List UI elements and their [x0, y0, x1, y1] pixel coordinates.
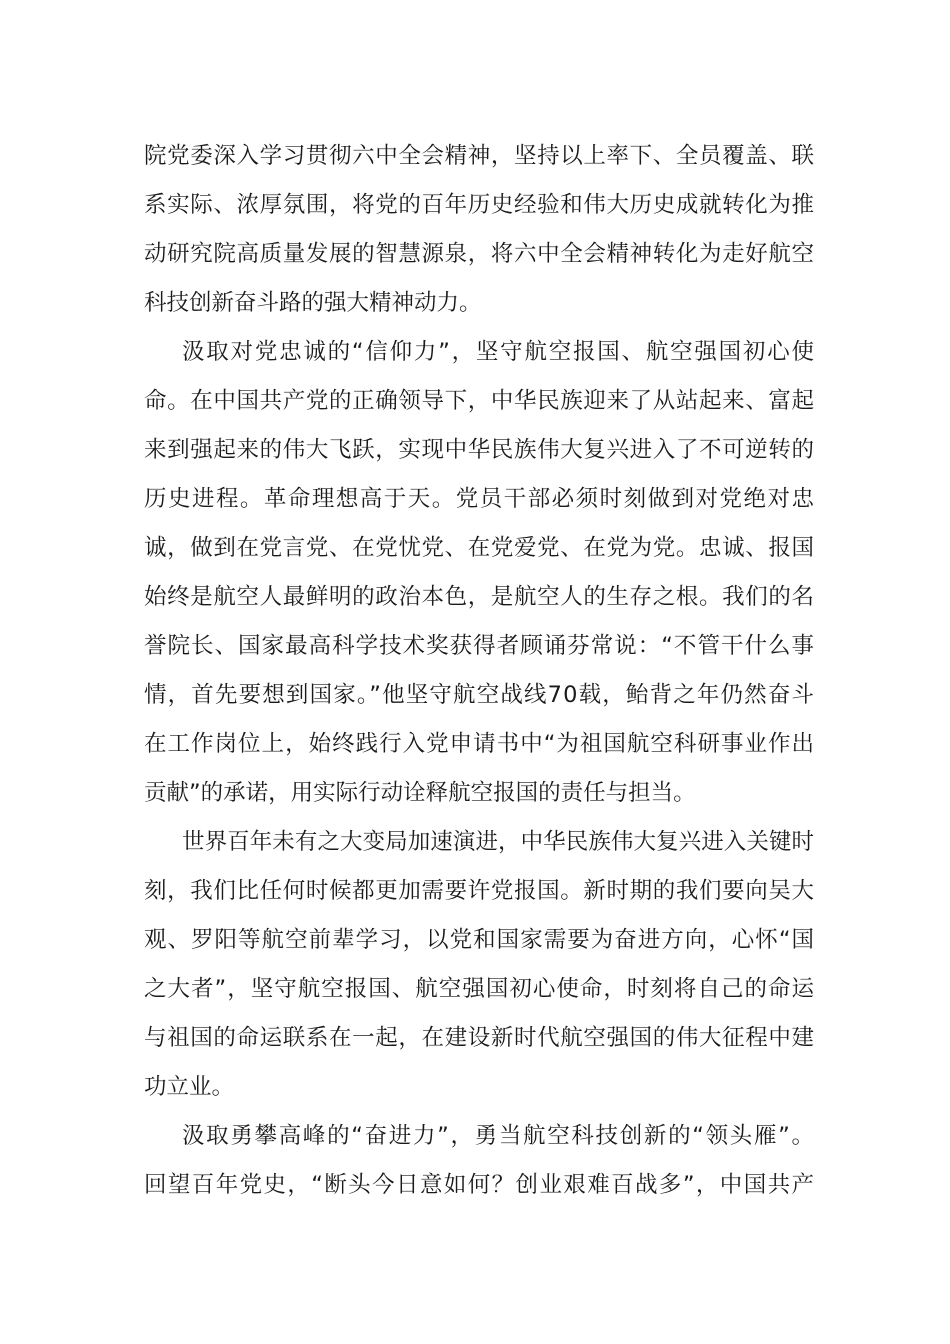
text-line: 誉院长、国家最高科学技术奖获得者顾诵芬常说：“不管干什么事: [144, 633, 815, 659]
text-line: 院党委深入学习贯彻六中全会精神，坚持以上率下、全员覆盖、联: [144, 143, 815, 169]
text-line: 汲取对党忠诚的“信仰力”，坚守航空报国、航空强国初心使: [182, 339, 816, 365]
text-line: 来到强起来的伟大飞跃，实现中华民族伟大复兴进入了不可逆转的: [144, 437, 815, 463]
text-line: 与祖国的命运联系在一起，在建设新时代航空强国的伟大征程中建: [144, 1025, 815, 1051]
document-body: [144, 132, 814, 1210]
text-line: 回望百年党史，“断头今日意如何？创业艰难百战多”，中国共产: [144, 1172, 816, 1198]
text-line: 命。在中国共产党的正确领导下，中华民族迎来了从站起来、富起: [144, 388, 815, 414]
text-line: 功立业。: [144, 1074, 235, 1100]
text-line: 诚，做到在党言党、在党忧党、在党爱党、在党为党。忠诚、报国: [144, 535, 815, 561]
text-line: 始终是航空人最鲜明的政治本色，是航空人的生存之根。我们的名: [144, 584, 815, 610]
text-line: 科技创新奋斗路的强大精神动力。: [144, 290, 482, 316]
text-line: 情，首先要想到国家。”他坚守航空战线70载，鲐背之年仍然奋斗: [144, 682, 816, 708]
text-line: 在工作岗位上，始终践行入党申请书中“为祖国航空科研事业作出: [144, 731, 815, 757]
text-line: 汲取勇攀高峰的“奋进力”，勇当航空科技创新的“领头雁”。: [182, 1123, 816, 1149]
text-line: 系实际、浓厚氛围，将党的百年历史经验和伟大历史成就转化为推: [144, 192, 815, 218]
text-line: 观、罗阳等航空前辈学习，以党和国家需要为奋进方向，心怀“国: [144, 927, 815, 953]
text-line: 刻，我们比任何时候都更加需要许党报国。新时期的我们要向吴大: [144, 878, 815, 904]
text-line: 之大者”，坚守航空报国、航空强国初心使命，时刻将自己的命运: [144, 976, 815, 1002]
text-line: 历史进程。革命理想高于天。党员干部必须时刻做到对党绝对忠: [144, 486, 816, 512]
text-line: 世界百年未有之大变局加速演进，中华民族伟大复兴进入关键时: [182, 829, 815, 855]
text-line: 贡献”的承诺，用实际行动诠释航空报国的责任与担当。: [144, 780, 696, 806]
text-line: 动研究院高质量发展的智慧源泉，将六中全会精神转化为走好航空: [144, 241, 815, 267]
